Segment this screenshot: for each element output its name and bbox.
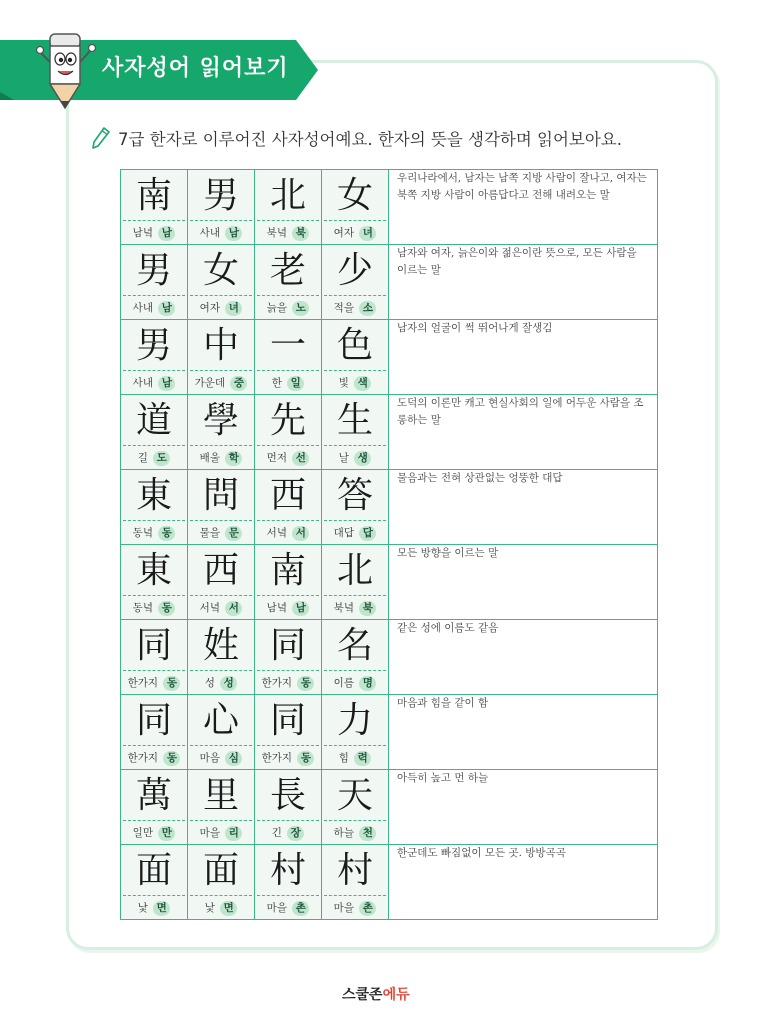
hanja-character: 女 — [336, 175, 373, 216]
idiom-definition: 남자의 얼굴이 썩 뛰어나게 잘생김 — [397, 322, 553, 334]
hanja-character: 男 — [135, 250, 172, 291]
hanja-meaning: 북녘 — [333, 602, 354, 614]
dashed-divider — [123, 295, 185, 296]
hanja-meaning: 마음 — [199, 752, 220, 764]
pencil-icon — [92, 127, 110, 149]
hanja-cell — [322, 695, 389, 770]
hanja-sound-badge: 장 — [287, 826, 304, 841]
idiom-row — [121, 470, 658, 545]
hanja-cell — [255, 620, 322, 695]
hanja-meaning: 마을 — [333, 902, 354, 914]
dashed-divider — [123, 445, 185, 446]
definition-cell — [389, 695, 658, 770]
hanja-reading — [322, 298, 388, 318]
dashed-divider — [190, 295, 252, 296]
hanja-meaning: 서녘 — [266, 527, 287, 539]
hanja-sound-badge: 남 — [158, 376, 175, 391]
hanja-cell — [255, 170, 322, 245]
hanja-sound-badge: 학 — [225, 451, 242, 466]
logo-accent-text: 에듀 — [382, 987, 410, 1003]
hanja-character: 北 — [269, 175, 306, 216]
hanja-character: 姓 — [202, 625, 239, 666]
hanja-reading — [255, 598, 321, 618]
hanja-reading — [255, 748, 321, 768]
hanja-cell — [121, 395, 188, 470]
hanja-cell — [255, 695, 322, 770]
dashed-divider — [257, 820, 319, 821]
hanja-reading — [322, 898, 388, 918]
hanja-sound-badge: 문 — [225, 526, 242, 541]
hanja-reading — [255, 523, 321, 543]
hanja-cell — [121, 245, 188, 320]
idiom-definition: 한군데도 빠짐없이 모든 곳. 방방곡곡 — [397, 847, 566, 859]
hanja-sound-badge: 남 — [225, 226, 242, 241]
definition-cell — [389, 770, 658, 845]
hanja-meaning: 적을 — [333, 302, 354, 314]
hanja-sound-badge: 남 — [158, 301, 175, 316]
hanja-reading — [255, 373, 321, 393]
hanja-cell — [121, 170, 188, 245]
hanja-character: 色 — [336, 325, 373, 366]
idiom-row — [121, 395, 658, 470]
hanja-cell — [121, 695, 188, 770]
instruction-text: 7급 한자로 이루어진 사자성어예요. 한자의 뜻을 생각하며 읽어보아요. — [118, 130, 622, 149]
hanja-sound-badge: 동 — [158, 601, 175, 616]
dashed-divider — [324, 595, 386, 596]
hanja-cell — [188, 470, 255, 545]
hanja-reading — [188, 748, 254, 768]
dashed-divider — [123, 670, 185, 671]
dashed-divider — [123, 520, 185, 521]
dashed-divider — [324, 745, 386, 746]
hanja-meaning: 물을 — [199, 527, 220, 539]
dashed-divider — [190, 445, 252, 446]
hanja-reading — [322, 523, 388, 543]
hanja-sound-badge: 소 — [359, 301, 376, 316]
hanja-cell — [188, 320, 255, 395]
definition-cell — [389, 170, 658, 245]
dashed-divider — [324, 445, 386, 446]
hanja-meaning: 동녘 — [132, 527, 153, 539]
hanja-cell — [322, 470, 389, 545]
hanja-cell — [121, 320, 188, 395]
hanja-character: 學 — [202, 400, 239, 441]
hanja-sound-badge: 리 — [225, 826, 242, 841]
hanja-sound-badge: 남 — [158, 226, 175, 241]
hanja-meaning: 한가지 — [261, 677, 293, 689]
hanja-meaning: 여자 — [333, 227, 354, 239]
hanja-cell — [322, 170, 389, 245]
hanja-cell — [255, 320, 322, 395]
hanja-sound-badge: 선 — [292, 451, 309, 466]
dashed-divider — [324, 220, 386, 221]
hanja-sound-badge: 심 — [225, 751, 242, 766]
hanja-character: 女 — [202, 250, 239, 291]
hanja-character: 里 — [202, 775, 239, 816]
hanja-sound-badge: 동 — [297, 676, 314, 691]
definition-cell — [389, 470, 658, 545]
definition-cell — [389, 545, 658, 620]
idiom-row — [121, 695, 658, 770]
dashed-divider — [324, 895, 386, 896]
hanja-meaning: 힘 — [338, 752, 349, 764]
idiom-definition: 같은 성에 이름도 같음 — [397, 622, 499, 634]
hanja-character: 北 — [336, 550, 373, 591]
hanja-reading — [121, 898, 187, 918]
hanja-character: 長 — [269, 775, 306, 816]
idiom-row — [121, 620, 658, 695]
dashed-divider — [123, 820, 185, 821]
hanja-sound-badge: 생 — [354, 451, 371, 466]
hanja-meaning: 북녘 — [266, 227, 287, 239]
hanja-character: 力 — [336, 700, 373, 741]
idiom-definition: 우리나라에서, 남자는 남쪽 지방 사람이 잘나고, 여자는 북쪽 지방 사람이 아름답다고 전해 내려오는 말 — [397, 172, 647, 201]
dashed-divider — [190, 595, 252, 596]
hanja-cell — [322, 845, 389, 920]
idiom-row — [121, 770, 658, 845]
hanja-sound-badge: 면 — [220, 901, 237, 916]
hanja-sound-badge: 남 — [292, 601, 309, 616]
dashed-divider — [190, 820, 252, 821]
hanja-meaning: 가운데 — [194, 377, 226, 389]
hanja-meaning: 이름 — [333, 677, 354, 689]
hanja-cell — [322, 320, 389, 395]
hanja-character: 少 — [336, 250, 373, 291]
hanja-reading — [188, 448, 254, 468]
hanja-character: 天 — [336, 775, 373, 816]
hanja-meaning: 사내 — [132, 302, 153, 314]
hanja-cell — [121, 770, 188, 845]
definition-cell — [389, 845, 658, 920]
dashed-divider — [257, 295, 319, 296]
logo-main-text: 스쿨존 — [342, 987, 383, 1003]
hanja-meaning: 낯 — [204, 902, 215, 914]
hanja-sound-badge: 동 — [297, 751, 314, 766]
hanja-character: 西 — [202, 550, 239, 591]
hanja-meaning: 여자 — [199, 302, 220, 314]
definition-cell — [389, 620, 658, 695]
dashed-divider — [123, 745, 185, 746]
dashed-divider — [257, 520, 319, 521]
hanja-meaning: 사내 — [132, 377, 153, 389]
hanja-sound-badge: 력 — [354, 751, 371, 766]
hanja-cell — [121, 620, 188, 695]
hanja-character: 東 — [135, 550, 172, 591]
hanja-sound-badge: 북 — [292, 226, 309, 241]
hanja-cell — [188, 845, 255, 920]
idiom-row — [121, 170, 658, 245]
hanja-sound-badge: 동 — [163, 676, 180, 691]
hanja-reading — [121, 523, 187, 543]
hanja-character: 心 — [202, 700, 239, 741]
hanja-reading — [322, 223, 388, 243]
hanja-meaning: 날 — [338, 452, 349, 464]
hanja-cell — [188, 695, 255, 770]
hanja-sound-badge: 천 — [359, 826, 376, 841]
dashed-divider — [324, 520, 386, 521]
hanja-sound-badge: 답 — [359, 526, 376, 541]
hanja-meaning: 동녘 — [132, 602, 153, 614]
hanja-reading — [188, 598, 254, 618]
hanja-reading — [322, 823, 388, 843]
hanja-cell — [121, 845, 188, 920]
dashed-divider — [123, 370, 185, 371]
hanja-sound-badge: 촌 — [359, 901, 376, 916]
hanja-meaning: 성 — [204, 677, 215, 689]
hanja-cell — [255, 545, 322, 620]
hanja-reading — [255, 898, 321, 918]
hanja-reading — [121, 748, 187, 768]
hanja-character: 老 — [269, 250, 306, 291]
idiom-table — [120, 169, 658, 920]
hanja-reading — [121, 448, 187, 468]
dashed-divider — [257, 745, 319, 746]
hanja-character: 先 — [269, 400, 306, 441]
hanja-character: 答 — [336, 475, 373, 516]
hanja-character: 一 — [269, 325, 306, 366]
hanja-meaning: 배울 — [199, 452, 220, 464]
hanja-meaning: 늙을 — [266, 302, 287, 314]
hanja-meaning: 한가지 — [127, 752, 159, 764]
hanja-sound-badge: 명 — [359, 676, 376, 691]
dashed-divider — [190, 220, 252, 221]
hanja-cell — [255, 395, 322, 470]
instruction-line — [92, 125, 622, 151]
hanja-reading — [188, 523, 254, 543]
idiom-definition: 도덕의 이론만 캐고 현실사회의 일에 어두운 사람을 조롱하는 말 — [397, 397, 644, 426]
hanja-meaning: 빛 — [338, 377, 349, 389]
definition-cell — [389, 320, 658, 395]
hanja-meaning: 먼저 — [266, 452, 287, 464]
hanja-cell — [322, 545, 389, 620]
idiom-row — [121, 245, 658, 320]
idiom-row — [121, 845, 658, 920]
hanja-character: 問 — [202, 475, 239, 516]
hanja-character: 東 — [135, 475, 172, 516]
hanja-reading — [255, 223, 321, 243]
dashed-divider — [324, 820, 386, 821]
hanja-reading — [255, 298, 321, 318]
dashed-divider — [190, 670, 252, 671]
hanja-cell — [255, 470, 322, 545]
hanja-character: 同 — [269, 700, 306, 741]
definition-cell — [389, 395, 658, 470]
hanja-reading — [255, 823, 321, 843]
dashed-divider — [257, 445, 319, 446]
page-title: 사자성어 읽어보기 — [102, 56, 289, 81]
hanja-character: 男 — [135, 325, 172, 366]
brand-logo — [342, 982, 410, 1006]
idiom-definition: 남자와 여자, 늙은이와 젊은이란 뜻으로, 모든 사람을 이르는 말 — [397, 247, 637, 276]
hanja-reading — [322, 673, 388, 693]
definition-cell — [389, 245, 658, 320]
dashed-divider — [190, 370, 252, 371]
hanja-cell — [322, 245, 389, 320]
hanja-character: 南 — [269, 550, 306, 591]
hanja-meaning: 낯 — [137, 902, 148, 914]
hanja-reading — [322, 748, 388, 768]
dashed-divider — [190, 520, 252, 521]
hanja-reading — [121, 598, 187, 618]
idiom-definition: 물음과는 전혀 상관없는 엉뚱한 대답 — [397, 472, 563, 484]
hanja-character: 道 — [135, 400, 172, 441]
hanja-sound-badge: 면 — [153, 901, 170, 916]
hanja-sound-badge: 녀 — [359, 226, 376, 241]
hanja-cell — [188, 170, 255, 245]
hanja-character: 中 — [202, 325, 239, 366]
hanja-character: 男 — [202, 175, 239, 216]
hanja-cell — [188, 245, 255, 320]
hanja-meaning: 마을 — [199, 827, 220, 839]
hanja-character: 面 — [135, 850, 172, 891]
hanja-sound-badge: 서 — [292, 526, 309, 541]
dashed-divider — [324, 370, 386, 371]
hanja-meaning: 길 — [137, 452, 148, 464]
hanja-cell — [121, 545, 188, 620]
hanja-reading — [255, 448, 321, 468]
dashed-divider — [257, 220, 319, 221]
dashed-divider — [190, 745, 252, 746]
hanja-character: 生 — [336, 400, 373, 441]
hanja-character: 名 — [336, 625, 373, 666]
dashed-divider — [324, 670, 386, 671]
hanja-sound-badge: 중 — [230, 376, 247, 391]
hanja-character: 西 — [269, 475, 306, 516]
hanja-sound-badge: 색 — [354, 376, 371, 391]
dashed-divider — [257, 370, 319, 371]
hanja-reading — [188, 823, 254, 843]
hanja-reading — [255, 673, 321, 693]
hanja-character: 村 — [336, 850, 373, 891]
hanja-cell — [255, 845, 322, 920]
hanja-meaning: 남녘 — [132, 227, 153, 239]
hanja-reading — [188, 673, 254, 693]
hanja-reading — [322, 598, 388, 618]
hanja-sound-badge: 동 — [163, 751, 180, 766]
hanja-cell — [188, 620, 255, 695]
hanja-meaning: 한가지 — [261, 752, 293, 764]
dashed-divider — [257, 895, 319, 896]
hanja-meaning: 남녘 — [266, 602, 287, 614]
idiom-definition: 모든 방향을 이르는 말 — [397, 547, 499, 559]
hanja-cell — [322, 770, 389, 845]
hanja-character: 同 — [135, 625, 172, 666]
hanja-reading — [121, 373, 187, 393]
hanja-cell — [322, 620, 389, 695]
hanja-sound-badge: 성 — [220, 676, 237, 691]
hanja-reading — [188, 223, 254, 243]
hanja-sound-badge: 노 — [292, 301, 309, 316]
hanja-meaning: 긴 — [271, 827, 282, 839]
hanja-reading — [121, 823, 187, 843]
hanja-reading — [121, 298, 187, 318]
dashed-divider — [123, 895, 185, 896]
hanja-character: 同 — [135, 700, 172, 741]
idiom-row — [121, 545, 658, 620]
idiom-definition: 마음과 힘을 같이 함 — [397, 697, 489, 709]
idiom-definition: 아득히 높고 먼 하늘 — [397, 772, 489, 784]
hanja-cell — [188, 770, 255, 845]
pencil-mascot-icon — [36, 28, 98, 110]
hanja-sound-badge: 일 — [287, 376, 304, 391]
hanja-character: 面 — [202, 850, 239, 891]
hanja-meaning: 하늘 — [333, 827, 354, 839]
hanja-cell — [255, 245, 322, 320]
dashed-divider — [257, 670, 319, 671]
hanja-reading — [322, 373, 388, 393]
hanja-sound-badge: 도 — [153, 451, 170, 466]
hanja-sound-badge: 서 — [225, 601, 242, 616]
hanja-meaning: 한가지 — [127, 677, 159, 689]
dashed-divider — [257, 595, 319, 596]
hanja-sound-badge: 동 — [158, 526, 175, 541]
hanja-character: 萬 — [135, 775, 172, 816]
hanja-character: 村 — [269, 850, 306, 891]
hanja-meaning: 대답 — [333, 527, 354, 539]
hanja-cell — [255, 770, 322, 845]
hanja-reading — [188, 898, 254, 918]
dashed-divider — [123, 595, 185, 596]
hanja-meaning: 한 — [271, 377, 282, 389]
hanja-character: 同 — [269, 625, 306, 666]
hanja-meaning: 서녘 — [199, 602, 220, 614]
hanja-reading — [188, 298, 254, 318]
hanja-sound-badge: 촌 — [292, 901, 309, 916]
hanja-reading — [121, 673, 187, 693]
hanja-meaning: 마을 — [266, 902, 287, 914]
idiom-row — [121, 320, 658, 395]
hanja-sound-badge: 북 — [359, 601, 376, 616]
dashed-divider — [123, 220, 185, 221]
hanja-sound-badge: 녀 — [225, 301, 242, 316]
dashed-divider — [324, 295, 386, 296]
hanja-character: 南 — [135, 175, 172, 216]
dashed-divider — [190, 895, 252, 896]
hanja-reading — [322, 448, 388, 468]
hanja-meaning: 일만 — [132, 827, 153, 839]
hanja-cell — [322, 395, 389, 470]
hanja-reading — [121, 223, 187, 243]
hanja-cell — [121, 470, 188, 545]
hanja-cell — [188, 545, 255, 620]
hanja-meaning: 사내 — [199, 227, 220, 239]
hanja-reading — [188, 373, 254, 393]
hanja-cell — [188, 395, 255, 470]
hanja-sound-badge: 만 — [158, 826, 175, 841]
